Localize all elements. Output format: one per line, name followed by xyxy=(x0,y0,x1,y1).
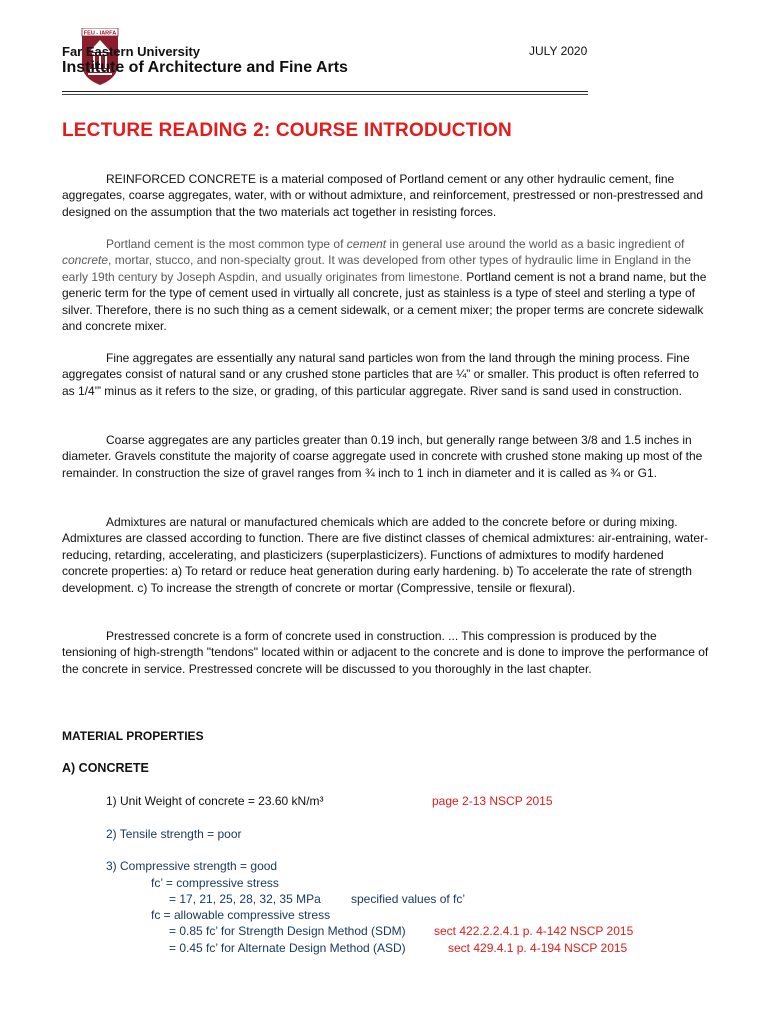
material-properties-heading: MATERIAL PROPERTIES xyxy=(62,729,204,743)
page-title: LECTURE READING 2: COURSE INTRODUCTION xyxy=(62,120,512,141)
header-divider xyxy=(62,91,588,92)
asd-line: = 0.45 fc’ for Alternate Design Method (ASD) xyxy=(169,941,406,955)
fc-prime-definition: fc’ = compressive stress xyxy=(151,876,279,890)
document-date: JULY 2020 xyxy=(529,44,588,58)
institute-name: Institute of Architecture and Fine Arts xyxy=(62,59,348,76)
fc-prime-note: specified values of fc’ xyxy=(351,892,466,906)
compressive-strength-line: 3) Compressive strength = good xyxy=(106,859,278,873)
logo-text: FEU - IARFA xyxy=(83,30,117,37)
unit-weight-line: 1) Unit Weight of concrete = 23.60 kN/m³ xyxy=(106,794,324,808)
portland-text-f: Portland cement is not a brand name, but the generic term for the type of cement used in virtually all concrete, just as stainless is a type of steel and sterling a type of silver. Therefore, there is no such thing as a cement sidewalk, or a cement mixer; the proper terms are concrete sidewalk and concrete mixer. xyxy=(62,269,707,334)
paragraph-fine-aggregates: Fine aggregates are essentially any natural sand particles won from the land through the mining process. Fine aggregates consist of natural sand or any crushed stone particles that are ¼” or smaller. This product is often referred to as 1/4'” minus as it refers to the size, or grading, of this particular aggregate. River sand is sand used in construction. xyxy=(62,351,699,398)
unit-weight-reference: page 2-13 NSCP 2015 xyxy=(432,794,553,808)
sdm-line: = 0.85 fc’ for Strength Design Method (SDM) xyxy=(169,924,406,938)
tensile-strength-line: 2) Tensile strength = poor xyxy=(106,827,242,841)
paragraph-reinforced-concrete: REINFORCED CONCRETE is a material composed of Portland cement or any other hydraulic cement, fine aggregates, coarse aggregates, water, with or without admixture, and reinforcement, prestressed or non-prestressed and designed on the assumption that the two materials act together in resisting forces. xyxy=(62,172,704,219)
concrete-link-text: concrete xyxy=(62,253,109,268)
paragraph-portland-cement xyxy=(62,236,710,334)
paragraph-admixtures: Admixtures are natural or manufactured chemicals which are added to the concrete before or during mixing. Admixtures are classed according to function. There are five distinct classes of chemical admixtures: air-entraining, water-reducing, retarding, accelerating, and plasticizers (superplasticizers). Functions of admixtures to modify hardened concrete properties: a) To retard or reduce heat generation during early hardening. b) To accelerate the rate of strength development. c) To increase the strength of concrete or mortar (Compressive, tensile or flexural). xyxy=(62,515,709,595)
paragraph-prestressed-concrete: Prestressed concrete is a form of concrete used in construction. ... This compression is produced by the tensioning of high-strength "tendons" located within or adjacent to the concrete and is done to improve the performance of the concrete in service. Prestressed concrete will be discussed to you thoroughly in the last chapter. xyxy=(62,629,709,676)
asd-reference: sect 429.4.1 p. 4-194 NSCP 2015 xyxy=(448,941,628,955)
cement-link-text: cement xyxy=(346,237,387,251)
paragraph-coarse-aggregates: Coarse aggregates are any particles greater than 0.19 inch, but generally range between 3/8 and 1.5 inches in diameter. Gravels constitute the majority of coarse aggregate used in concrete with crushed stone making up most of the remainder. In construction the size of gravel ranges from ¾ inch to 1 inch in diameter and it is called as ¾ or G1. xyxy=(62,433,703,480)
header-divider-secondary xyxy=(62,94,588,95)
portland-text-c: in general use around the world as a basic ingredient of xyxy=(386,237,685,251)
portland-text-e: , mortar, stucco, and non-specialty grout. It was developed from other types of hydraulic lime in England in the early 19th century by Joseph Aspdin, and usually originates from limestone. xyxy=(62,253,692,284)
university-name: Far Eastern University xyxy=(62,44,201,59)
portland-text-a: Portland cement is the most common type of xyxy=(106,237,347,251)
fc-prime-values: = 17, 21, 25, 28, 32, 35 MPa xyxy=(169,892,321,906)
fc-definition: fc = allowable compressive stress xyxy=(151,908,331,922)
sdm-reference: sect 422.2.2.4.1 p. 4-142 NSCP 2015 xyxy=(434,924,634,938)
concrete-subheading: A) CONCRETE xyxy=(62,761,149,775)
